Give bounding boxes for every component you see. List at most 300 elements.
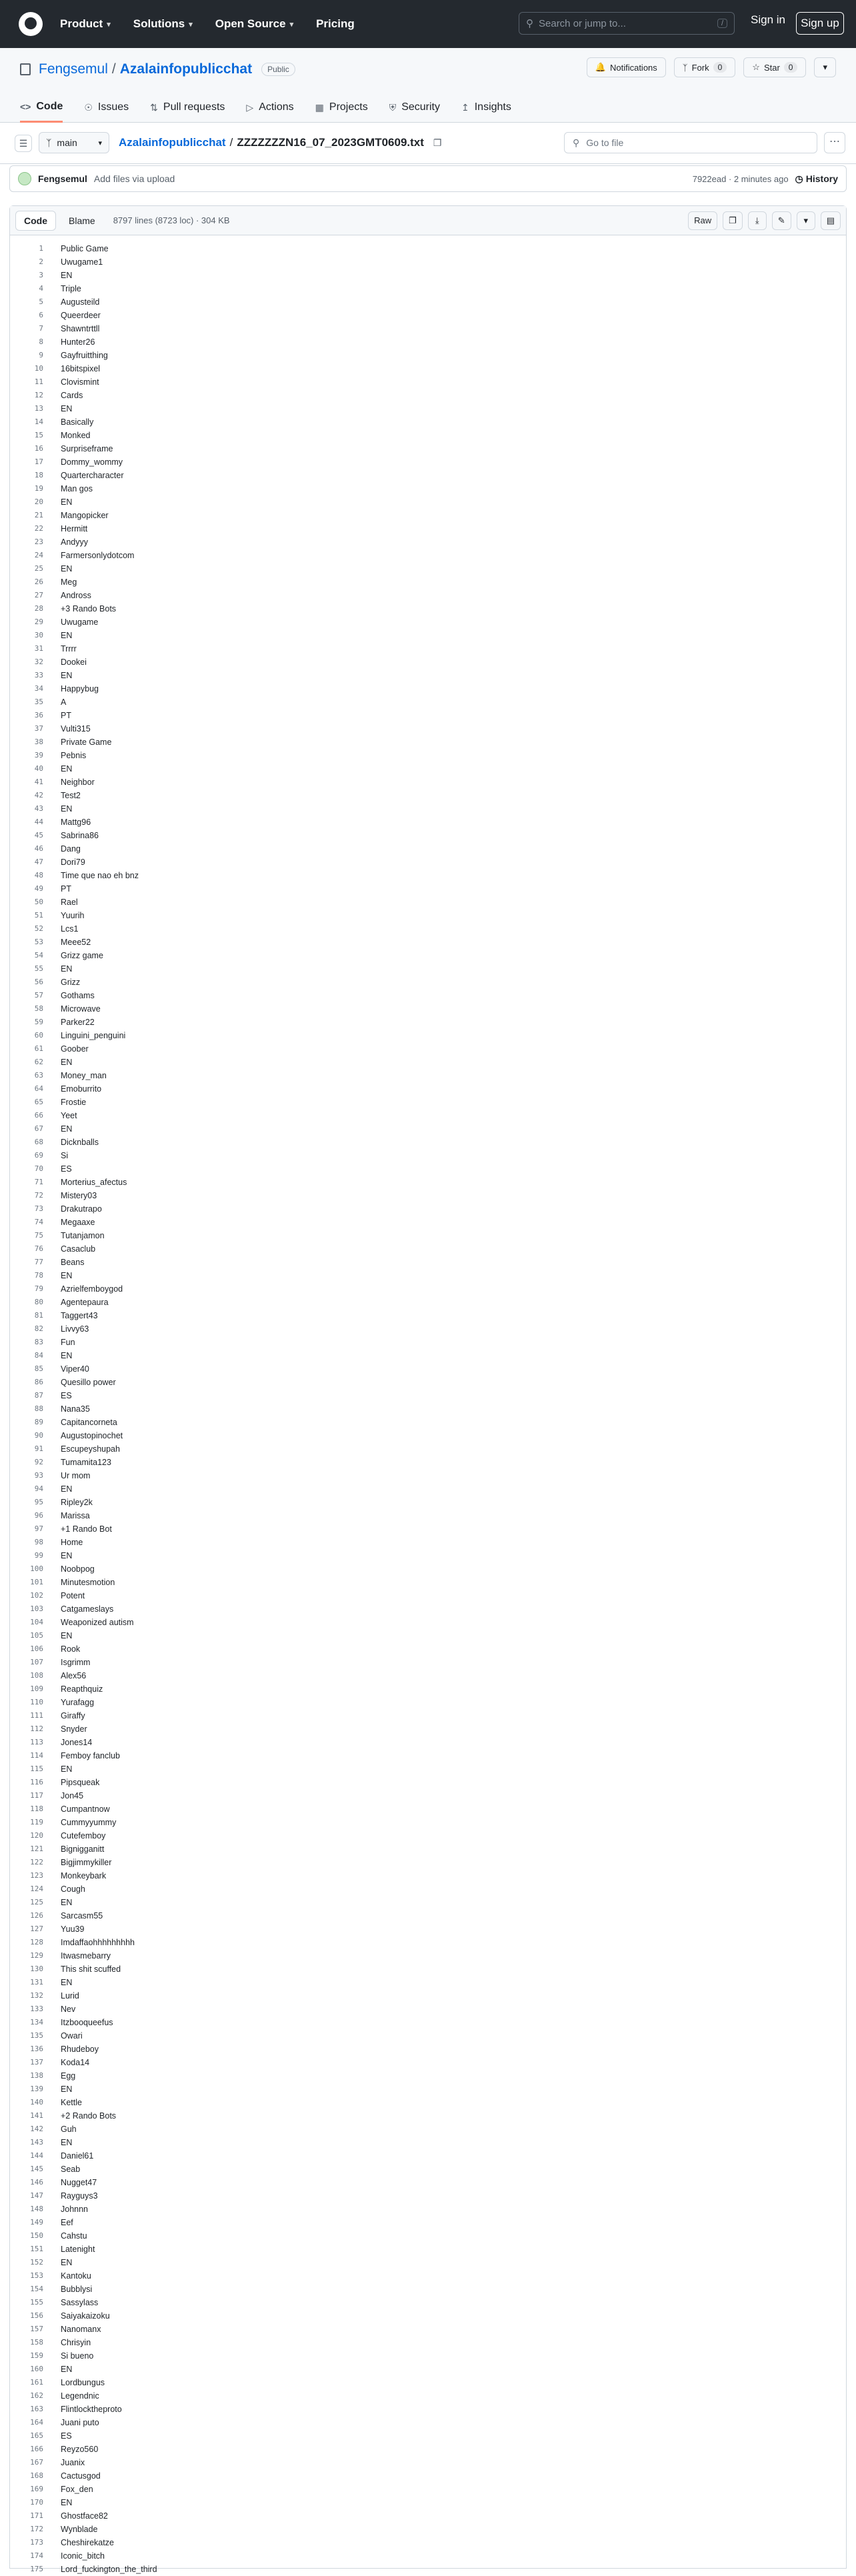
line-number[interactable]: 42 — [34, 791, 43, 800]
line-number[interactable]: 20 — [34, 497, 43, 506]
line-number[interactable]: 37 — [34, 724, 43, 733]
line-number[interactable]: 169 — [30, 2485, 43, 2493]
line-number[interactable]: 10 — [34, 364, 43, 373]
line-number[interactable]: 92 — [34, 1458, 43, 1466]
code-line — [10, 1869, 846, 1882]
line-number[interactable]: 141 — [30, 2111, 43, 2120]
sign-in-link[interactable]: Sign in — [751, 13, 785, 26]
tab-pull-requests[interactable]: ⇅ Pull requests — [150, 101, 225, 113]
line-text: Latenight — [61, 2245, 95, 2254]
tab-projects[interactable]: ▦ Projects — [315, 101, 368, 113]
line-number[interactable]: 135 — [30, 2031, 43, 2040]
line-number[interactable]: 52 — [34, 924, 43, 933]
line-number[interactable]: 73 — [34, 1204, 43, 1213]
nav-solutions[interactable]: Solutions ▾ — [133, 17, 193, 30]
line-number[interactable]: 28 — [34, 604, 43, 613]
line-number[interactable]: 153 — [30, 2271, 43, 2280]
line-number[interactable]: 144 — [30, 2151, 43, 2160]
line-text: Escupeyshupah — [61, 1444, 120, 1454]
line-number[interactable]: 16 — [34, 444, 43, 453]
line-number[interactable]: 71 — [34, 1178, 43, 1186]
line-number[interactable]: 78 — [34, 1271, 43, 1280]
line-number[interactable]: 2 — [39, 257, 43, 266]
code-line — [10, 2296, 846, 2309]
code-line — [10, 2349, 846, 2363]
line-number[interactable]: 75 — [34, 1231, 43, 1240]
download-icon[interactable]: ⤓ — [748, 211, 767, 230]
code-line — [10, 2509, 846, 2523]
line-number[interactable]: 129 — [30, 1951, 43, 1960]
code-line — [10, 1282, 846, 1296]
line-number[interactable]: 122 — [30, 1858, 43, 1866]
line-number[interactable]: 125 — [30, 1898, 43, 1906]
chevron-down-icon: ▾ — [107, 20, 111, 29]
code-line — [10, 322, 846, 335]
line-number[interactable]: 87 — [34, 1391, 43, 1400]
line-number[interactable]: 167 — [30, 2458, 43, 2467]
code-line — [10, 1002, 846, 1016]
code-line — [10, 1296, 846, 1309]
line-number[interactable]: 30 — [34, 631, 43, 639]
line-number[interactable]: 154 — [30, 2285, 43, 2293]
line-number[interactable]: 34 — [34, 684, 43, 693]
path-separator: / — [111, 61, 116, 77]
line-number[interactable]: 145 — [30, 2165, 43, 2173]
line-number[interactable]: 157 — [30, 2325, 43, 2333]
code-line — [10, 1469, 846, 1482]
line-number[interactable]: 143 — [30, 2138, 43, 2147]
fork-count: 0 — [713, 62, 727, 73]
code-line — [10, 762, 846, 776]
line-number[interactable]: 77 — [34, 1258, 43, 1266]
line-number[interactable]: 162 — [30, 2391, 43, 2400]
line-number[interactable]: 8 — [39, 337, 43, 346]
star-button[interactable]: ☆ Star 0 — [743, 57, 806, 77]
copy-raw-icon[interactable]: ❐ — [723, 211, 743, 230]
line-number[interactable]: 106 — [30, 1644, 43, 1653]
line-text: Si — [61, 1151, 69, 1160]
line-number[interactable]: 150 — [30, 2231, 43, 2240]
line-number[interactable]: 164 — [30, 2418, 43, 2427]
line-number[interactable]: 61 — [34, 1044, 43, 1053]
line-number[interactable]: 62 — [34, 1058, 43, 1066]
line-number[interactable]: 1 — [39, 244, 43, 253]
line-number[interactable]: 159 — [30, 2351, 43, 2360]
line-number[interactable]: 27 — [34, 591, 43, 599]
line-number[interactable]: 175 — [30, 2565, 43, 2573]
line-number[interactable]: 5 — [39, 297, 43, 306]
line-text: Monked — [61, 431, 91, 440]
avatar[interactable] — [18, 172, 31, 185]
visibility-badge: Public — [261, 63, 295, 76]
line-number[interactable]: 138 — [30, 2071, 43, 2080]
code-line — [10, 2563, 846, 2576]
line-text: Cards — [61, 391, 83, 400]
sign-up-button[interactable]: Sign up — [796, 12, 844, 35]
line-number[interactable]: 114 — [30, 1751, 43, 1760]
line-number[interactable]: 110 — [30, 1698, 43, 1706]
line-text: Private Game — [61, 738, 112, 747]
line-number[interactable]: 97 — [34, 1524, 43, 1533]
line-number[interactable]: 126 — [30, 1911, 43, 1920]
notifications-button[interactable]: 🔔 Notifications — [587, 57, 666, 77]
line-text: Owari — [61, 2031, 83, 2041]
line-number[interactable]: 119 — [30, 1818, 43, 1826]
line-text: Mistery03 — [61, 1191, 97, 1200]
line-text: EN — [61, 1898, 73, 1907]
line-text: Dicknballs — [61, 1138, 99, 1147]
line-number[interactable]: 60 — [34, 1031, 43, 1040]
code-line — [10, 2429, 846, 2443]
line-number[interactable]: 84 — [34, 1351, 43, 1360]
line-text: Rook — [61, 1644, 81, 1654]
line-text: Morterius_afectus — [61, 1178, 127, 1187]
code-line — [10, 282, 846, 295]
line-number[interactable]: 68 — [34, 1138, 43, 1146]
nav-open-source[interactable]: Open Source ▾ — [215, 17, 294, 30]
line-number[interactable]: 140 — [30, 2098, 43, 2107]
line-number[interactable]: 3 — [39, 271, 43, 279]
code-line — [10, 2109, 846, 2123]
code-line — [10, 1656, 846, 1669]
code-line — [10, 2456, 846, 2469]
line-number[interactable]: 149 — [30, 2218, 43, 2227]
line-number[interactable]: 98 — [34, 1538, 43, 1546]
line-number[interactable]: 31 — [34, 644, 43, 653]
line-number[interactable]: 132 — [30, 1991, 43, 2000]
line-number[interactable]: 113 — [30, 1738, 43, 1746]
line-number[interactable]: 7 — [39, 324, 43, 333]
repo-owner-link[interactable]: Fengsemul — [39, 61, 108, 77]
code-line — [10, 482, 846, 495]
line-number[interactable]: 81 — [34, 1311, 43, 1320]
code-line — [10, 562, 846, 575]
line-number[interactable]: 22 — [34, 524, 43, 533]
more-options-icon[interactable]: ⋯ — [824, 132, 845, 153]
line-number[interactable]: 170 — [30, 2498, 43, 2507]
commit-meta[interactable]: 7922ead · 2 minutes ago — [692, 173, 789, 184]
line-number[interactable]: 136 — [30, 2045, 43, 2053]
line-text: Lurid — [61, 1991, 79, 2001]
line-text: EN — [61, 1351, 73, 1360]
line-number[interactable]: 43 — [34, 804, 43, 813]
line-number[interactable]: 9 — [39, 351, 43, 359]
code-line — [10, 2029, 846, 2043]
line-number[interactable]: 171 — [30, 2511, 43, 2520]
line-number[interactable]: 131 — [30, 1978, 43, 1987]
line-text: Grizz — [61, 978, 81, 987]
code-view-button[interactable]: Code — [15, 211, 56, 231]
line-number[interactable]: 11 — [34, 377, 43, 386]
code-line — [10, 1376, 846, 1389]
line-number[interactable]: 57 — [34, 991, 43, 1000]
line-number[interactable]: 124 — [30, 1884, 43, 1893]
play-icon: ▷ — [246, 101, 254, 113]
line-number[interactable]: 118 — [30, 1804, 43, 1813]
line-number[interactable]: 56 — [34, 978, 43, 986]
line-number[interactable]: 80 — [34, 1298, 43, 1306]
line-number[interactable]: 90 — [34, 1431, 43, 1440]
line-number[interactable]: 24 — [34, 551, 43, 559]
code-line — [10, 2536, 846, 2549]
line-number[interactable]: 108 — [30, 1671, 43, 1680]
line-number[interactable]: 94 — [34, 1484, 43, 1493]
line-number[interactable]: 50 — [34, 898, 43, 906]
go-to-file-input[interactable]: ⚲ Go to file — [564, 132, 817, 153]
sidebar-toggle-icon[interactable]: ☰ — [15, 135, 32, 152]
line-number[interactable]: 121 — [30, 1844, 43, 1853]
tab-security[interactable]: ⛨ Security — [389, 101, 440, 113]
commit-author[interactable]: Fengsemul — [38, 173, 87, 184]
code-line — [10, 776, 846, 789]
line-text: Monkeybark — [61, 1871, 107, 1880]
line-number[interactable]: 13 — [34, 404, 43, 413]
line-number[interactable]: 67 — [34, 1124, 43, 1133]
line-number[interactable]: 32 — [34, 658, 43, 666]
line-number[interactable]: 137 — [30, 2058, 43, 2067]
line-text: Pipsqueak — [61, 1778, 100, 1787]
line-number[interactable]: 130 — [30, 1965, 43, 1973]
code-line — [10, 656, 846, 669]
line-number[interactable]: 100 — [30, 1564, 43, 1573]
line-number[interactable]: 85 — [34, 1364, 43, 1373]
line-number[interactable]: 14 — [34, 417, 43, 426]
line-number[interactable]: 134 — [30, 2018, 43, 2027]
line-number[interactable]: 29 — [34, 617, 43, 626]
line-text: ES — [61, 1391, 72, 1400]
line-number[interactable]: 123 — [30, 1871, 43, 1880]
code-line — [10, 2243, 846, 2256]
chevron-down-icon: ▾ — [289, 20, 294, 29]
line-number[interactable]: 35 — [34, 698, 43, 706]
line-number[interactable]: 70 — [34, 1164, 43, 1173]
line-number[interactable]: 72 — [34, 1191, 43, 1200]
commit-message[interactable]: Add files via upload — [93, 173, 175, 184]
line-number[interactable]: 112 — [30, 1724, 43, 1733]
line-number[interactable]: 59 — [34, 1018, 43, 1026]
line-number[interactable]: 26 — [34, 577, 43, 586]
file-viewer — [9, 205, 847, 2574]
line-text: Juani puto — [61, 2418, 99, 2427]
line-text: Cutefemboy — [61, 1831, 106, 1840]
line-text: Cheshirekatze — [61, 2538, 114, 2547]
line-number[interactable]: 156 — [30, 2311, 43, 2320]
line-text: Juanix — [61, 2458, 85, 2467]
line-text: Frostie — [61, 1098, 87, 1107]
line-text: EN — [61, 2258, 73, 2267]
line-number[interactable]: 109 — [30, 1684, 43, 1693]
line-number[interactable]: 12 — [34, 391, 43, 399]
tab-issues[interactable]: ☉ Issues — [84, 101, 129, 113]
line-number[interactable]: 148 — [30, 2205, 43, 2213]
symbols-panel-icon[interactable]: ▤ — [821, 211, 841, 230]
line-number[interactable]: 158 — [30, 2338, 43, 2347]
line-number[interactable]: 63 — [34, 1071, 43, 1080]
code-line — [10, 1522, 846, 1536]
line-text: Rayguys3 — [61, 2191, 98, 2201]
line-number[interactable]: 172 — [30, 2525, 43, 2533]
tab-actions[interactable]: ▷ Actions — [246, 101, 294, 113]
code-line — [10, 1042, 846, 1056]
tab-insights[interactable]: ↥ Insights — [461, 101, 511, 113]
line-number[interactable]: 21 — [34, 511, 43, 519]
line-number[interactable]: 36 — [34, 711, 43, 720]
line-number[interactable]: 146 — [30, 2178, 43, 2187]
line-number[interactable]: 163 — [30, 2405, 43, 2413]
line-number[interactable]: 76 — [34, 1244, 43, 1253]
code-line — [10, 736, 846, 749]
line-number[interactable]: 39 — [34, 751, 43, 760]
line-text: Imdaffaohhhhhhhhh — [61, 1938, 135, 1947]
line-number[interactable]: 142 — [30, 2125, 43, 2133]
file-viewer-header — [10, 206, 846, 235]
line-number[interactable]: 65 — [34, 1098, 43, 1106]
raw-button[interactable]: Raw — [688, 211, 717, 230]
search-input[interactable]: ⚲ Search or jump to... / — [519, 12, 735, 35]
line-number[interactable]: 79 — [34, 1284, 43, 1293]
line-number[interactable]: 133 — [30, 2005, 43, 2013]
line-number[interactable]: 45 — [34, 831, 43, 840]
line-number[interactable]: 66 — [34, 1111, 43, 1120]
star-dropdown-button[interactable] — [814, 57, 836, 77]
line-number[interactable]: 103 — [30, 1604, 43, 1613]
line-number[interactable]: 15 — [34, 431, 43, 439]
line-number[interactable]: 40 — [34, 764, 43, 773]
code-line — [10, 1722, 846, 1736]
line-number[interactable]: 147 — [30, 2191, 43, 2200]
line-number[interactable]: 104 — [30, 1618, 43, 1626]
code-line — [10, 1429, 846, 1442]
line-number[interactable]: 74 — [34, 1218, 43, 1226]
code-line — [10, 629, 846, 642]
global-header — [0, 0, 856, 48]
line-number[interactable]: 55 — [34, 964, 43, 973]
line-text: EN — [61, 497, 73, 507]
branch-selector[interactable]: ᛉ main ▾ — [39, 132, 109, 153]
line-number[interactable]: 82 — [34, 1324, 43, 1333]
repo-name-link[interactable]: Azalainfopublicchat — [119, 61, 253, 77]
line-number[interactable]: 115 — [30, 1764, 43, 1773]
line-number[interactable]: 105 — [30, 1631, 43, 1640]
line-number[interactable]: 160 — [30, 2365, 43, 2373]
line-number[interactable]: 101 — [30, 1578, 43, 1586]
code-line — [10, 1642, 846, 1656]
line-number[interactable]: 17 — [34, 457, 43, 466]
line-text: ES — [61, 2431, 72, 2441]
line-number[interactable]: 151 — [30, 2245, 43, 2253]
line-number[interactable]: 33 — [34, 671, 43, 680]
line-number[interactable]: 168 — [30, 2471, 43, 2480]
line-number[interactable]: 83 — [34, 1338, 43, 1346]
code-line — [10, 789, 846, 802]
line-number[interactable]: 102 — [30, 1591, 43, 1600]
edit-icon[interactable]: ✎ — [772, 211, 791, 230]
line-number[interactable]: 25 — [34, 564, 43, 573]
history-button[interactable]: ◷ History — [795, 173, 838, 184]
line-number[interactable]: 51 — [34, 911, 43, 920]
line-number[interactable]: 44 — [34, 818, 43, 826]
line-text: Dommy_wommy — [61, 457, 123, 467]
line-number[interactable]: 99 — [34, 1551, 43, 1560]
line-text: +2 Rando Bots — [61, 2111, 117, 2121]
line-number[interactable]: 88 — [34, 1404, 43, 1413]
line-number[interactable]: 173 — [30, 2538, 43, 2547]
line-number[interactable]: 174 — [30, 2551, 43, 2560]
line-number[interactable]: 116 — [30, 1778, 43, 1786]
line-text: Eef — [61, 2218, 73, 2227]
nav-product[interactable]: Product ▾ — [60, 17, 111, 30]
line-number[interactable]: 120 — [30, 1831, 43, 1840]
line-number[interactable]: 107 — [30, 1658, 43, 1666]
copy-icon[interactable]: ❐ — [433, 137, 442, 148]
line-number[interactable]: 139 — [30, 2085, 43, 2093]
line-number[interactable]: 18 — [34, 471, 43, 479]
line-text: Yuu39 — [61, 1924, 85, 1934]
code-line — [10, 469, 846, 482]
line-number[interactable]: 166 — [30, 2445, 43, 2453]
breadcrumb-separator: / — [229, 136, 233, 149]
line-number[interactable]: 117 — [30, 1791, 43, 1800]
fork-button[interactable]: ᛉ Fork 0 — [674, 57, 736, 77]
line-text: Sarcasm55 — [61, 1911, 103, 1920]
line-number[interactable]: 69 — [34, 1151, 43, 1160]
code-line — [10, 2176, 846, 2189]
breadcrumb-repo-link[interactable]: Azalainfopublicchat — [119, 136, 226, 149]
line-number[interactable]: 93 — [34, 1471, 43, 1480]
line-number[interactable]: 49 — [34, 884, 43, 893]
line-number[interactable]: 165 — [30, 2431, 43, 2440]
blame-view-button[interactable]: Blame — [60, 211, 104, 231]
line-text: Iconic_bitch — [61, 2551, 105, 2561]
line-number[interactable]: 4 — [39, 284, 43, 293]
line-number[interactable]: 152 — [30, 2258, 43, 2267]
code-line — [10, 1322, 846, 1336]
line-text: EN — [61, 271, 73, 280]
chevron-down-icon: ▾ — [98, 139, 102, 147]
nav-pricing[interactable]: Pricing — [316, 17, 355, 30]
tab-code[interactable]: <> Code — [20, 92, 63, 123]
line-number[interactable]: 95 — [34, 1498, 43, 1506]
line-number[interactable]: 161 — [30, 2378, 43, 2387]
line-number[interactable]: 64 — [34, 1084, 43, 1093]
line-number[interactable]: 6 — [39, 311, 43, 319]
line-number[interactable]: 41 — [34, 778, 43, 786]
line-number[interactable]: 89 — [34, 1418, 43, 1426]
search-icon: ⚲ — [526, 18, 533, 29]
line-number[interactable]: 38 — [34, 738, 43, 746]
github-logo-icon[interactable] — [19, 12, 43, 36]
line-number[interactable]: 46 — [34, 844, 43, 853]
line-number[interactable]: 23 — [34, 537, 43, 546]
line-number[interactable]: 53 — [34, 938, 43, 946]
line-number[interactable]: 58 — [34, 1004, 43, 1013]
line-text: Linguini_penguini — [61, 1031, 126, 1040]
line-number[interactable]: 48 — [34, 871, 43, 880]
line-number[interactable]: 19 — [34, 484, 43, 493]
line-number[interactable]: 54 — [34, 951, 43, 960]
line-text: PT — [61, 711, 71, 720]
line-number[interactable]: 127 — [30, 1924, 43, 1933]
line-number[interactable]: 96 — [34, 1511, 43, 1520]
code-line — [10, 1549, 846, 1562]
line-number[interactable]: 111 — [30, 1711, 43, 1720]
edit-dropdown-icon[interactable]: ▾ — [797, 211, 815, 230]
line-number[interactable]: 86 — [34, 1378, 43, 1386]
line-number[interactable]: 91 — [34, 1444, 43, 1453]
line-number[interactable]: 155 — [30, 2298, 43, 2307]
line-number[interactable]: 47 — [34, 858, 43, 866]
line-number[interactable]: 128 — [30, 1938, 43, 1947]
